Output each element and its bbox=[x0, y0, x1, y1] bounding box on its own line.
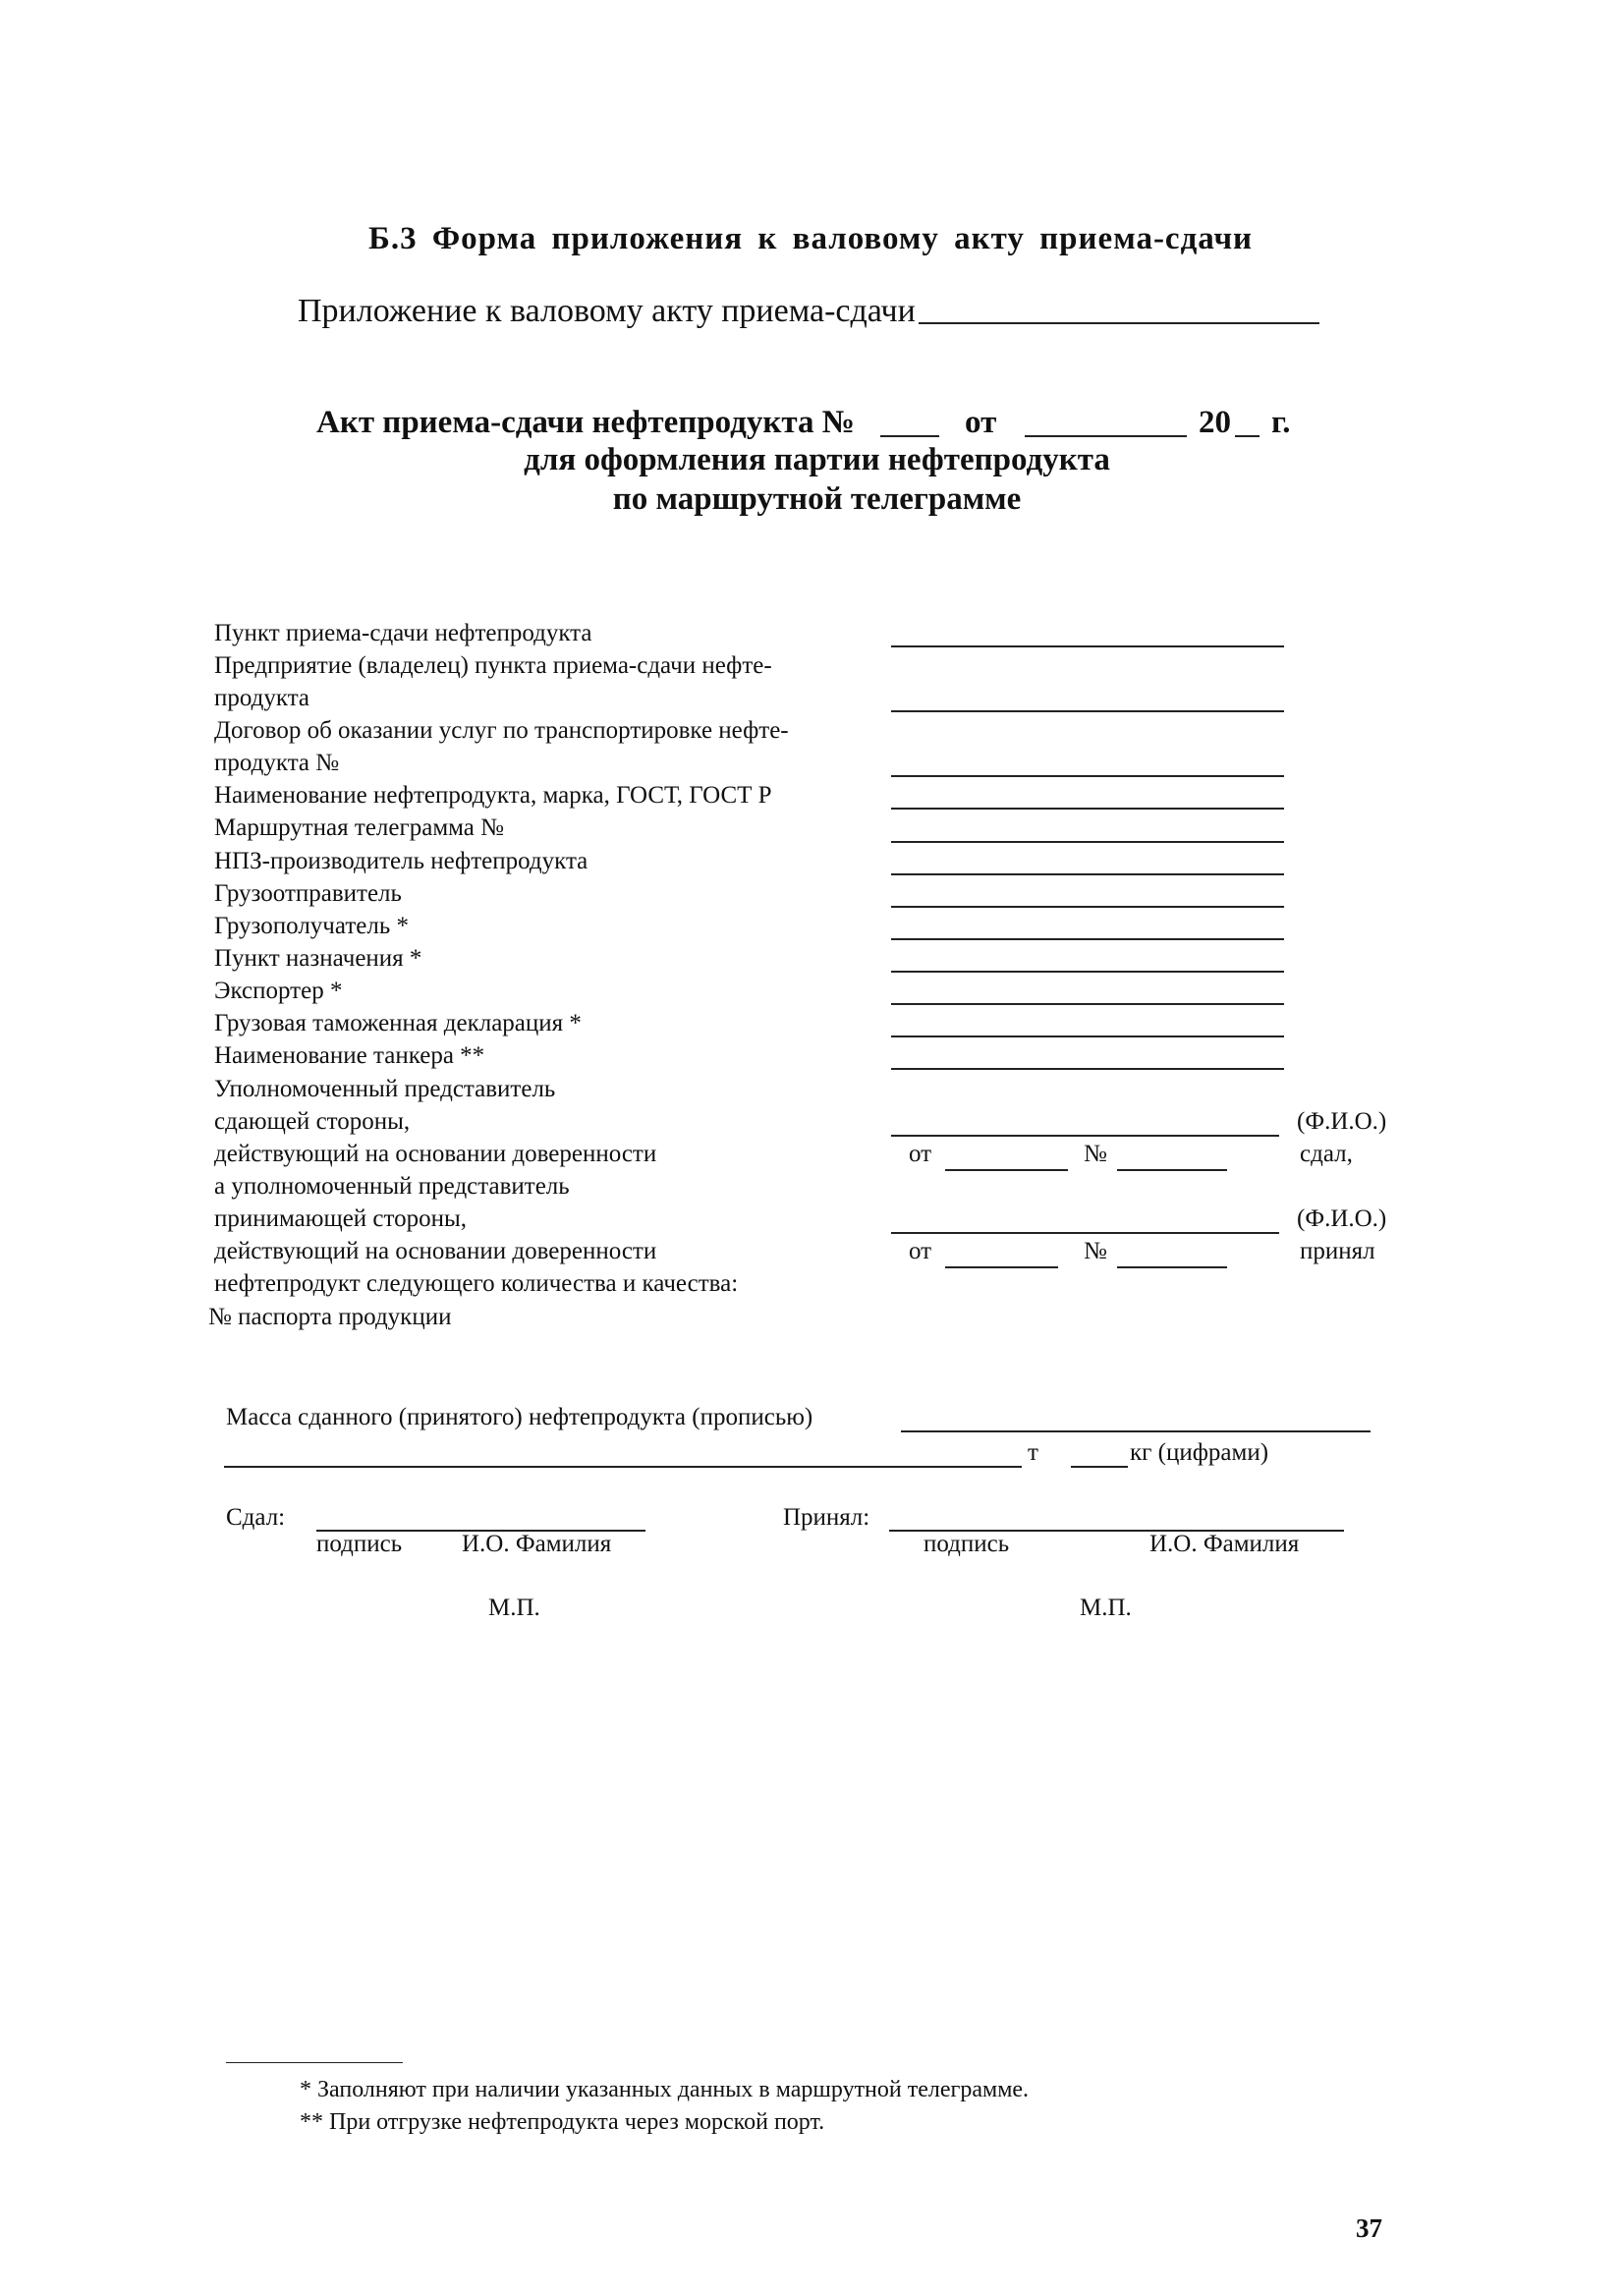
field-blank bbox=[891, 873, 1284, 875]
field-label: Грузополучатель * bbox=[214, 913, 409, 939]
prinyal-label: Принял: bbox=[783, 1504, 870, 1531]
field-blank bbox=[891, 775, 1284, 777]
section-heading: Б.3 Форма приложения к валовому акту приема-сдачи bbox=[368, 221, 1254, 256]
power-of-attorney-no: № bbox=[1084, 1238, 1107, 1264]
field-label: сдающей стороны, bbox=[214, 1108, 411, 1135]
power-of-attorney-no: № bbox=[1084, 1141, 1107, 1167]
field-label: а уполномоченный представитель bbox=[214, 1173, 570, 1200]
field-label: Наименование нефтепродукта, марка, ГОСТ, ГОСТ Р bbox=[214, 782, 772, 809]
footnote-1: * Заполняют при наличии указанных данных в маршрутной телеграмме. bbox=[300, 2077, 1030, 2102]
fio-blank bbox=[891, 1135, 1279, 1137]
field-label: Уполномоченный представитель bbox=[214, 1076, 556, 1102]
act-title-from: от bbox=[965, 405, 997, 440]
fio-note: (Ф.И.О.) bbox=[1297, 1108, 1387, 1135]
field-label: Грузовая таможенная декларация * bbox=[214, 1010, 582, 1036]
act-title-part1: Акт приема-сдачи нефтепродукта № bbox=[316, 405, 855, 440]
power-of-attorney-from: от bbox=[909, 1141, 932, 1167]
mass-t: т bbox=[1028, 1439, 1038, 1466]
field-label: Наименование танкера ** bbox=[214, 1042, 485, 1069]
field-blank bbox=[891, 906, 1284, 908]
field-label: НПЗ-производитель нефтепродукта bbox=[214, 848, 588, 874]
field-label: Предприятие (владелец) пункта приема-сдачи нефте- bbox=[214, 652, 772, 679]
field-blank bbox=[891, 1068, 1284, 1070]
field-blank bbox=[891, 808, 1284, 810]
field-label: Пункт приема-сдачи нефтепродукта bbox=[214, 620, 592, 646]
sdal-podpis: подпись bbox=[316, 1531, 403, 1557]
field-blank bbox=[891, 841, 1284, 843]
appendix-label: Приложение к валовому акту приема-сдачи bbox=[298, 293, 916, 329]
sdal-fio: И.О. Фамилия bbox=[462, 1531, 612, 1557]
act-title-year: 20 bbox=[1199, 405, 1231, 440]
mass-kg: кг (цифрами) bbox=[1130, 1439, 1269, 1466]
power-of-attorney-date-blank bbox=[945, 1266, 1058, 1268]
field-blank bbox=[891, 710, 1284, 712]
field-label: нефтепродукт следующего количества и качества: bbox=[214, 1270, 739, 1297]
act-date-blank bbox=[1025, 435, 1187, 437]
prinyal-podpis: подпись bbox=[924, 1531, 1010, 1557]
sdal-label: Сдал: bbox=[226, 1504, 286, 1531]
footnote-2: ** При отгрузке нефтепродукта через морской порт. bbox=[300, 2109, 825, 2135]
field-blank bbox=[891, 938, 1284, 940]
page-number: 37 bbox=[1356, 2213, 1382, 2243]
mass-words-blank-2 bbox=[224, 1466, 1022, 1468]
act-number-blank bbox=[880, 435, 939, 437]
power-of-attorney-date-blank bbox=[945, 1169, 1068, 1171]
stamp-place: М.П. bbox=[1080, 1595, 1132, 1621]
prinyal-note: принял bbox=[1300, 1238, 1375, 1264]
act-title-year-suffix: г. bbox=[1271, 405, 1291, 440]
field-label: принимающей стороны, bbox=[214, 1205, 468, 1232]
act-year-blank bbox=[1235, 435, 1260, 437]
fio-note: (Ф.И.О.) bbox=[1297, 1205, 1387, 1232]
field-blank bbox=[891, 1036, 1284, 1037]
field-blank bbox=[891, 645, 1284, 647]
prinyal-fio: И.О. Фамилия bbox=[1149, 1531, 1300, 1557]
sdal-note: сдал, bbox=[1300, 1141, 1353, 1167]
stamp-place: М.П. bbox=[488, 1595, 540, 1621]
field-label: Экспортер * bbox=[214, 978, 343, 1004]
footnote-separator bbox=[226, 2062, 403, 2063]
power-of-attorney-from: от bbox=[909, 1238, 932, 1264]
field-label: продукта bbox=[214, 685, 310, 711]
act-title-line2: для оформления партии нефтепродукта bbox=[524, 442, 1110, 477]
field-label: Договор об оказании услуг по транспортировке нефте- bbox=[214, 717, 789, 744]
field-label: № паспорта продукции bbox=[208, 1304, 452, 1330]
fio-blank bbox=[891, 1232, 1279, 1234]
mass-label: Масса сданного (принятого) нефтепродукта (прописью) bbox=[226, 1404, 813, 1430]
field-blank bbox=[891, 1003, 1284, 1005]
mass-kg-blank bbox=[1071, 1466, 1128, 1468]
field-label: Пункт назначения * bbox=[214, 945, 422, 972]
field-label: Грузоотправитель bbox=[214, 880, 402, 907]
field-label: действующий на основании доверенности bbox=[214, 1141, 657, 1167]
field-blank bbox=[891, 971, 1284, 973]
act-title-line3: по маршрутной телеграмме bbox=[612, 481, 1022, 517]
mass-words-blank bbox=[901, 1430, 1371, 1432]
field-label: Маршрутная телеграмма № bbox=[214, 814, 505, 841]
power-of-attorney-number-blank bbox=[1117, 1266, 1227, 1268]
field-label: продукта № bbox=[214, 750, 340, 776]
power-of-attorney-number-blank bbox=[1117, 1169, 1227, 1171]
field-label: действующий на основании доверенности bbox=[214, 1238, 657, 1264]
appendix-blank bbox=[919, 322, 1319, 324]
